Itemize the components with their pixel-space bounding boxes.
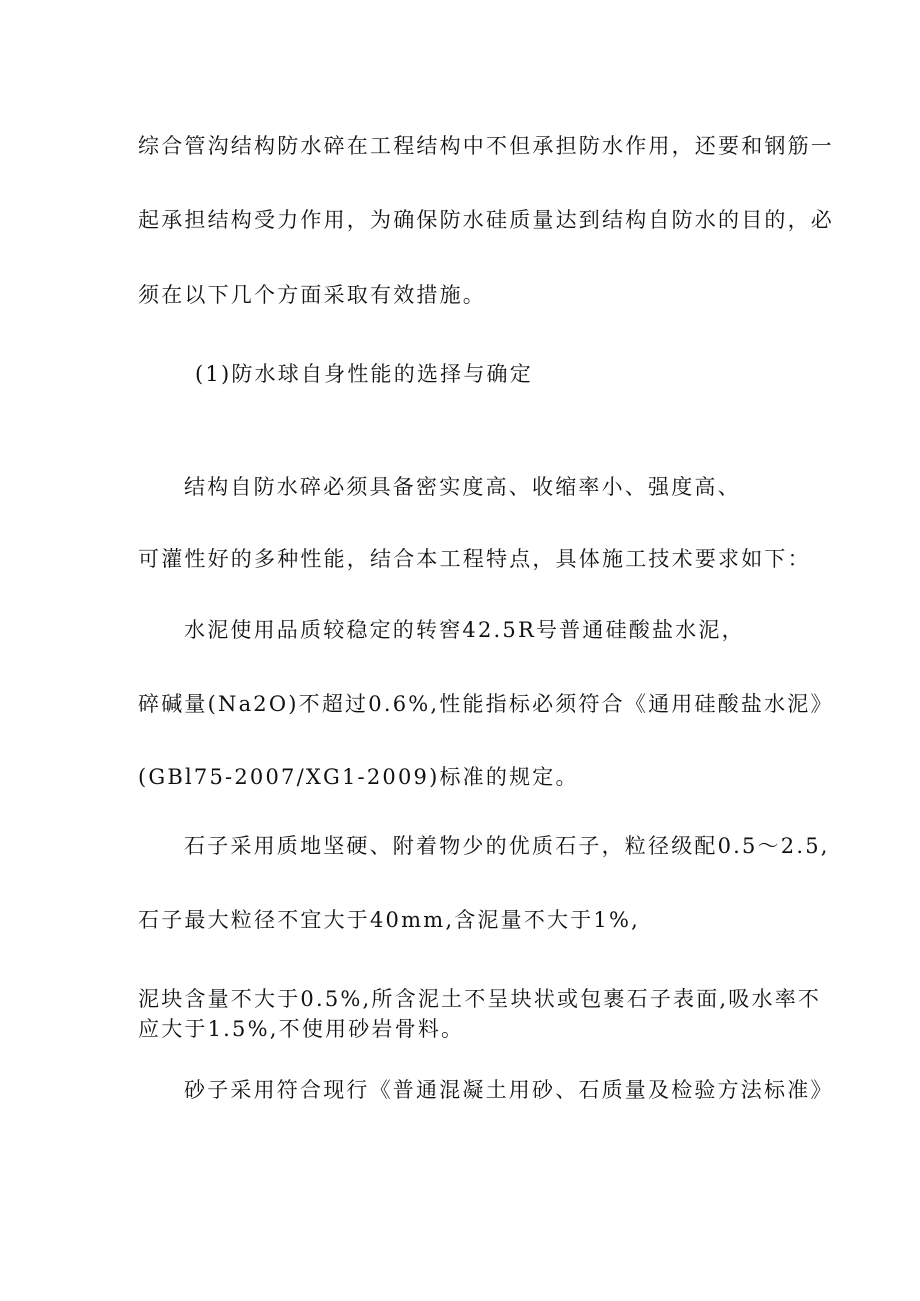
paragraph-1-line-2: 起承担结构受力作用，为确保防水硅质量达到结构自防水的目的，必	[138, 208, 834, 232]
paragraph-2-line-2: 可灌性好的多种性能，结合本工程特点，具体施工技术要求如下：	[138, 547, 811, 571]
paragraph-4-line-1: 石子采用质地坚硬、附着物少的优质石子，粒径级配0.5～2.5,	[184, 834, 830, 858]
paragraph-1-line-1: 综合管沟结构防水碎在工程结构中不但承担防水作用，还要和钢筋一	[138, 134, 834, 158]
paragraph-3-line-2: 碎碱量(Na2O)不超过0.6%,性能指标必须符合《通用硅酸盐水泥》	[138, 692, 834, 716]
section-heading: (1)防水球自身性能的选择与确定	[195, 362, 533, 386]
paragraph-4-line-2: 石子最大粒径不宜大于40mm,含泥量不大于1%,	[138, 908, 641, 932]
paragraph-5-line-1: 砂子采用符合现行《普通混凝土用砂、石质量及检验方法标准》	[184, 1078, 834, 1102]
paragraph-4-line-4: 应大于1.5%,不使用砂岩骨料。	[138, 1017, 465, 1041]
paragraph-4-line-3: 泥块含量不大于0.5%,所含泥土不呈块状或包裹石子表面,吸水率不	[138, 987, 822, 1011]
paragraph-3-line-1: 水泥使用品质较稳定的转窖42.5R号普通硅酸盐水泥，	[184, 618, 745, 642]
paragraph-3-line-3: (GBl75-2007/XG1-2009)标准的规定。	[138, 765, 579, 789]
paragraph-1-line-3: 须在以下几个方面采取有效措施。	[138, 283, 486, 307]
paragraph-2-line-1: 结构自防水碎必须具备密实度高、收缩率小、强度高、	[184, 475, 741, 499]
